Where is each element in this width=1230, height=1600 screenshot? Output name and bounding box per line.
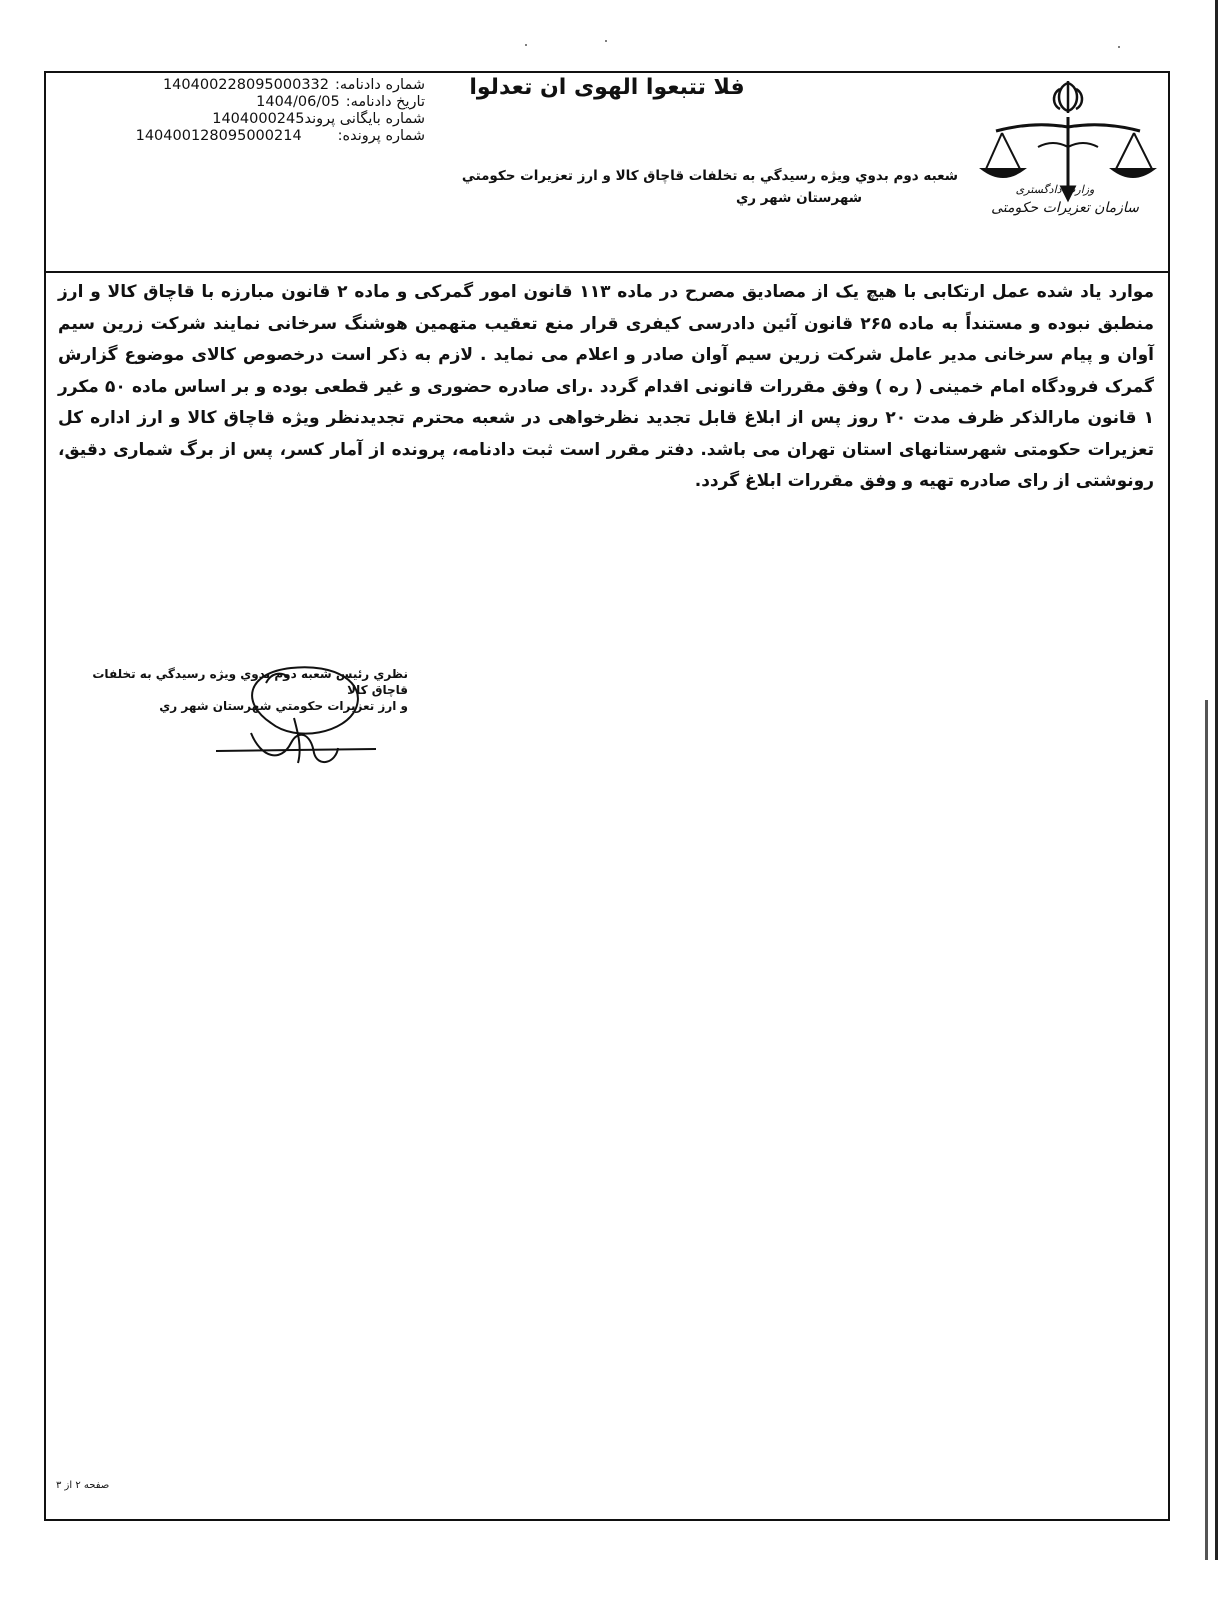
scan-speck xyxy=(605,40,607,42)
meta-label: شماره بایگانی پروند xyxy=(304,111,425,127)
meta-label: شماره پرونده: xyxy=(337,128,425,144)
scan-speck xyxy=(525,44,527,46)
page-number: صفحه ۲ از ۳ xyxy=(56,1480,110,1491)
ruling-text: موارد یاد شده عمل ارتکابی با هیچ یک از مصادیق مصرح در ماده ۱۱۳ قانون امور گمرکی و ماده ۲ قانون مبارزه با قاچاق کالا و ارز منطبق نبوده و مستنداً به ماده ۲۶۵ قانون آئین دادرسی کیفری قرار منع تعقیب متهمین هوشنگ سرخانی نمایند شرکت زرین سیم آوان و پیام سرخانی مدیر عامل شرکت زرین سیم آوان صادر و اعلام می نماید . لازم به ذکر است درخصوص کالای موضوع گزارش گمرک فرودگاه امام خمینی ( ره ) وفق مقررات قانونی اقدام گردد .رای صادره حضوری و غیر قطعی بوده و بر اساس ماده ۵۰ مکرر ۱ قانون مارالذکر ظرف مدت ۲۰ روز پس از ابلاغ قابل تجدید نظرخواهی در شعبه محترم تجدیدنظر ویژه قاچاق کالا و ارز اداره کل تعزیرات حکومتی شهرستانهای استان تهران می باشد. دفتر مقرر است ثبت دادنامه، پرونده از آمار کسر، پس از برگ شماری دقیق، رونوشتی از رای صادره تهیه و وفق مقررات ابلاغ گردد. xyxy=(58,282,1154,491)
branch-line: شعبه دوم بدوي ويژه رسيدگي به تخلفات قاچاق كالا و ارز تعزيرات حكومتي xyxy=(461,168,958,184)
meta-label: تاریخ دادنامه: xyxy=(345,94,425,110)
meta-row xyxy=(80,128,425,145)
scan-edge xyxy=(1205,700,1208,1560)
scan-speck xyxy=(1118,46,1120,48)
meta-value: 1404/06/05 xyxy=(256,94,340,110)
meta-label: شماره دادنامه: xyxy=(335,77,425,93)
organization-name xyxy=(980,183,1150,216)
meta-value: 140400128095000214 xyxy=(135,128,302,144)
meta-row xyxy=(80,77,425,94)
document-header xyxy=(46,73,1168,273)
scan-edge xyxy=(1215,0,1218,1560)
case-metadata xyxy=(80,77,425,145)
meta-row xyxy=(80,94,425,111)
meta-row xyxy=(80,111,425,128)
signatory-line: و ارز تعزيرات حكومتي شهرستان شهر ري xyxy=(159,699,408,713)
meta-value: 140400228095000332 xyxy=(162,77,330,93)
document-motto: فلا تتبعوا الهوی ان تعدلوا xyxy=(469,75,745,100)
document-frame xyxy=(44,71,1170,1521)
signatory-title xyxy=(58,666,408,714)
branch-city: شهرستان شهر ري xyxy=(735,190,863,206)
organization-title: سازمان تعزیرات حکومتی xyxy=(991,200,1139,216)
branch-name xyxy=(462,165,958,209)
ministry-name: وزارت دادگستری xyxy=(1015,183,1095,196)
meta-value: 1404000245 xyxy=(212,111,305,127)
signatory-line: نظري رئيس شعبه دوم بدوي ويژه رسيدگي به تخلفات قاچاق كالا xyxy=(92,667,408,697)
